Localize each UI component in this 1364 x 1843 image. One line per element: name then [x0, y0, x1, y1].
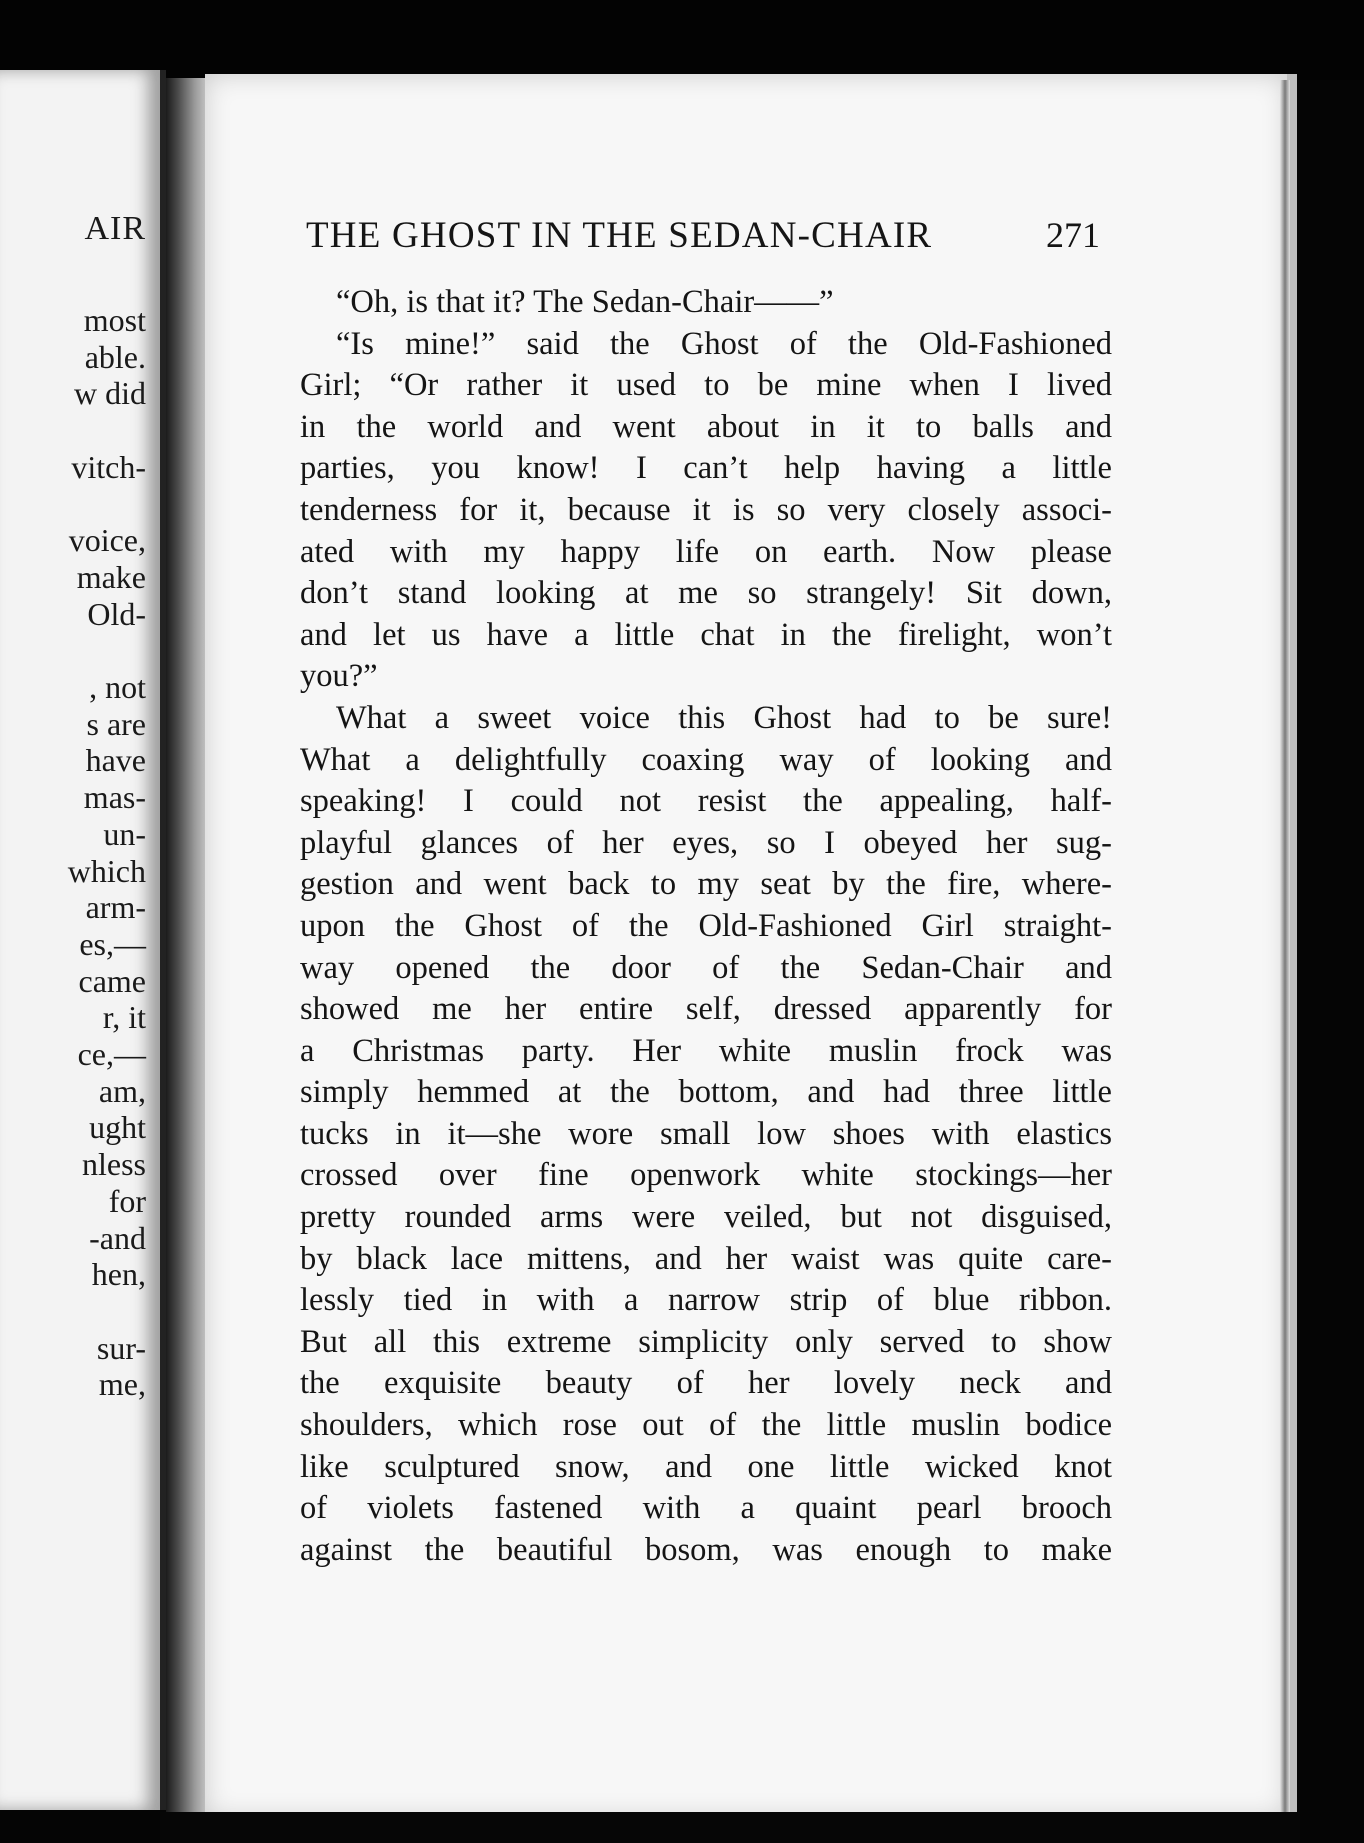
left-page-line: sur-: [96, 1329, 146, 1366]
text-line: lessly tied in with a narrow strip of blue ribbon.: [300, 1282, 1112, 1319]
left-page-line: have: [85, 742, 146, 779]
text-line: ated with my happy life on earth. Now please: [300, 533, 1112, 570]
left-page-line: nless: [82, 1146, 146, 1183]
left-page-line: r, it: [102, 999, 146, 1036]
text-line: parties, you know! I can’t help having a little: [300, 450, 1112, 487]
left-page-line: es,—: [79, 925, 146, 962]
text-line: and let us have a little chat in the firelight, won’t: [300, 616, 1112, 653]
text-line: What a sweet voice this Ghost had to be sure!: [336, 699, 1112, 736]
left-page-line: me,: [98, 1366, 146, 1403]
scan-background-top: [0, 0, 1364, 80]
left-page-line: for: [108, 1182, 146, 1219]
text-line: like sculptured snow, and one little wicked knot: [300, 1448, 1112, 1485]
left-page-line: came: [78, 962, 146, 999]
text-line: by black lace mittens, and her waist was quite care-: [300, 1240, 1112, 1277]
left-page-line: ught: [89, 1109, 146, 1146]
left-page-fragment: [0, 70, 166, 1810]
text-line: But all this extreme simplicity only served to show: [300, 1323, 1112, 1360]
text-line: What a delightfully coaxing way of looking and: [300, 741, 1112, 778]
left-page-line: voice,: [68, 522, 146, 559]
left-page-line: w did: [74, 375, 146, 412]
text-line: showed me her entire self, dressed apparently for: [300, 991, 1112, 1028]
left-page-line: , not: [89, 669, 146, 705]
left-page-line: am,: [98, 1072, 146, 1109]
text-line: way opened the door of the Sedan-Chair and: [300, 949, 1112, 986]
text-line: of violets fastened with a quaint pearl brooch: [300, 1490, 1112, 1527]
left-page-line: -and: [89, 1219, 146, 1256]
left-page-line: which: [67, 852, 146, 889]
left-page-line: mas-: [83, 779, 146, 816]
scan-background-bottom: [160, 1812, 1300, 1843]
left-page-line: un-: [103, 815, 146, 852]
text-line: pretty rounded arms were veiled, but not disguised,: [300, 1199, 1112, 1236]
left-page-line: vitch-: [71, 448, 146, 485]
left-page-line: able.: [84, 338, 146, 375]
text-line: simply hemmed at the bottom, and had three little: [300, 1074, 1112, 1111]
left-page-line: hen,: [91, 1256, 146, 1293]
page-number: 271: [1046, 215, 1100, 255]
text-line: gestion and went back to my seat by the fire, where-: [300, 866, 1112, 903]
left-page-line: most: [83, 302, 146, 338]
body-text: [300, 282, 1112, 1571]
text-line: in the world and went about in it to balls and: [300, 408, 1112, 445]
text-line: “Oh, is that it? The Sedan-Chair——”: [336, 284, 834, 320]
text-line: tucks in it—she wore small low shoes with elastics: [300, 1115, 1112, 1152]
running-head-title: THE GHOST IN THE SEDAN-CHAIR: [306, 215, 933, 256]
text-line: playful glances of her eyes, so I obeyed her sug-: [300, 824, 1112, 861]
text-line: you?”: [300, 658, 378, 695]
left-page-line: Old-: [87, 595, 146, 632]
page-edge: [1280, 80, 1290, 1820]
text-line: the exquisite beauty of her lovely neck and: [300, 1365, 1112, 1402]
running-head: [306, 214, 1100, 257]
text-line: don’t stand looking at me so strangely! Sit down,: [300, 575, 1112, 612]
left-page-line: arm-: [85, 889, 146, 926]
text-line: crossed over fine openwork white stockings—her: [300, 1157, 1112, 1194]
text-line: Girl; “Or rather it used to be mine when I lived: [300, 367, 1112, 404]
text-line: speaking! I could not resist the appealing, half-: [300, 783, 1112, 820]
left-page-line: ce,—: [77, 1036, 146, 1072]
text-line: a Christmas party. Her white muslin frock was: [300, 1032, 1112, 1069]
text-line: upon the Ghost of the Old-Fashioned Girl straight-: [300, 907, 1112, 944]
text-line: shoulders, which rose out of the little muslin bodice: [300, 1407, 1112, 1444]
text-line: “Is mine!” said the Ghost of the Old-Fashioned: [336, 325, 1112, 362]
left-running-head: AIR: [84, 210, 146, 247]
left-page-line: make: [76, 558, 146, 595]
text-line: tenderness for it, because it is so very closely associ-: [300, 491, 1112, 528]
left-page-line: s are: [86, 705, 146, 742]
text-line: against the beautiful bosom, was enough to make: [300, 1531, 1112, 1568]
